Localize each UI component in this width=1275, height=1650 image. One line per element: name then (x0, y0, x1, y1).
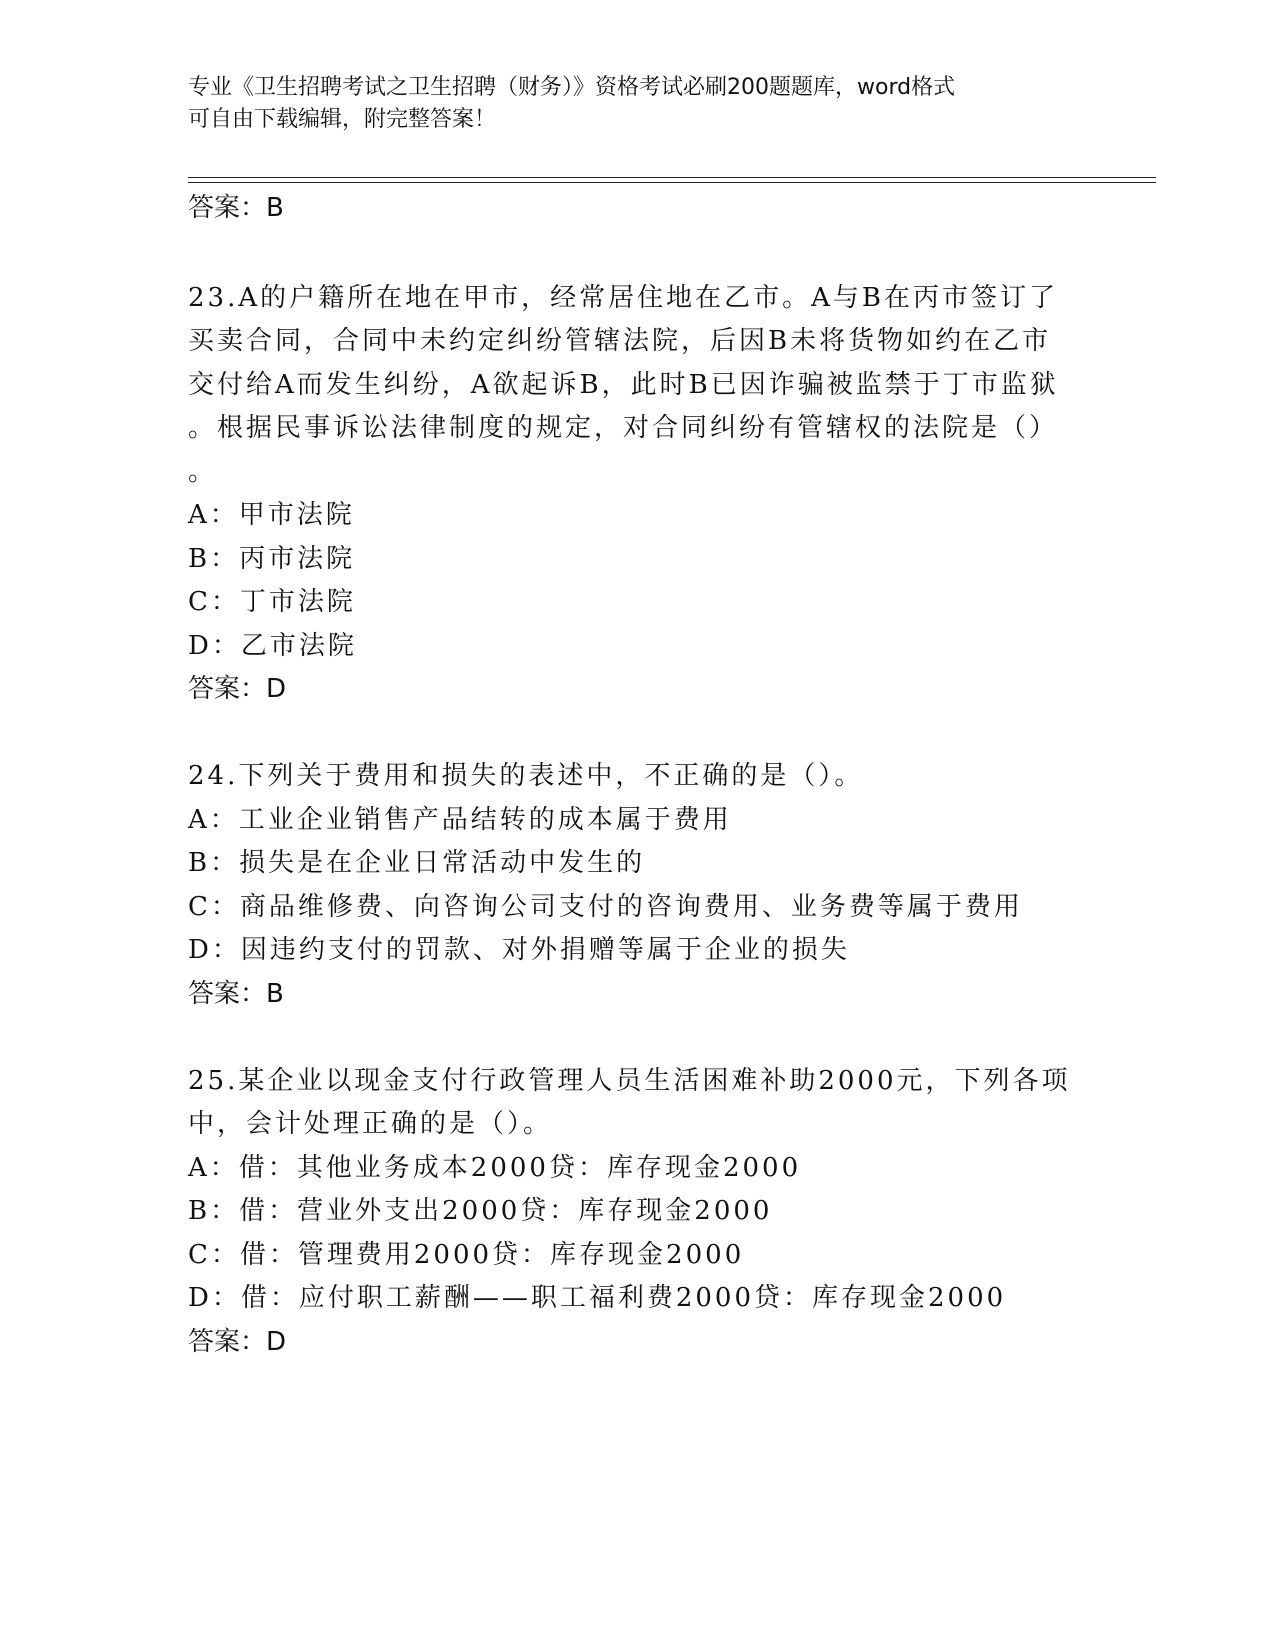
question-24-answer: 答案：B (188, 979, 284, 1009)
question-25-answer: 答案：D (188, 1327, 287, 1357)
question-23-option-c: C：丁市法院 (188, 587, 356, 617)
header-text-line-1: 专业《卫生招聘考试之卫生招聘（财务）》资格考试必刷200题题库，word格式 (188, 75, 956, 100)
question-23-text-line: 23.A的户籍所在地在甲市，经常居住地在乙市。A与B在丙市签订了 (188, 283, 1059, 313)
question-23-option-a: A：甲市法院 (188, 500, 355, 530)
question-25-option-b: B：借：营业外支出2000贷：库存现金2000 (188, 1196, 773, 1226)
question-25-option-a: A：借：其他业务成本2000贷：库存现金2000 (188, 1153, 802, 1183)
question-25-text-line: 25.某企业以现金支付行政管理人员生活困难补助2000元，下列各项 (188, 1066, 1071, 1096)
question-24-text-line: 24.下列关于费用和损失的表述中，不正确的是（）。 (188, 761, 864, 791)
question-23-text-line: 。根据民事诉讼法律制度的规定，对合同纠纷有管辖权的法院是（） (188, 413, 1059, 443)
question-25-option-c: C：借：管理费用2000贷：库存现金2000 (188, 1240, 745, 1270)
question-23-option-d: D：乙市法院 (188, 631, 357, 661)
question-24-option-d: D：因违约支付的罚款、对外捐赠等属于企业的损失 (188, 935, 850, 965)
previous-answer: 答案：B (188, 193, 284, 223)
question-23-text-line: 买卖合同，合同中未约定纠纷管辖法院，后因B未将货物如约在乙市 (188, 326, 1052, 356)
header-rule-bottom (188, 182, 1156, 183)
question-24-option-b: B：损失是在企业日常活动中发生的 (188, 848, 646, 878)
question-23-text-line: 交付给A而发生纠纷，A欲起诉B，此时B已因诈骗被监禁于丁市监狱 (188, 370, 1059, 400)
question-23-text-line: 。 (188, 457, 218, 487)
header-rule-top (188, 177, 1156, 178)
question-25-option-d: D：借：应付职工薪酬——职工福利费2000贷：库存现金2000 (188, 1283, 1007, 1313)
question-25-text-line: 中，会计处理正确的是（）。 (188, 1109, 553, 1139)
header-text-line-2: 可自由下载编辑，附完整答案！ (188, 107, 497, 132)
question-23-option-b: B：丙市法院 (188, 544, 356, 574)
question-23-answer: 答案：D (188, 674, 287, 704)
question-24-option-a: A：工业企业销售产品结转的成本属于费用 (188, 805, 732, 835)
question-24-option-c: C：商品维修费、向咨询公司支付的咨询费用、业务费等属于费用 (188, 892, 1023, 922)
